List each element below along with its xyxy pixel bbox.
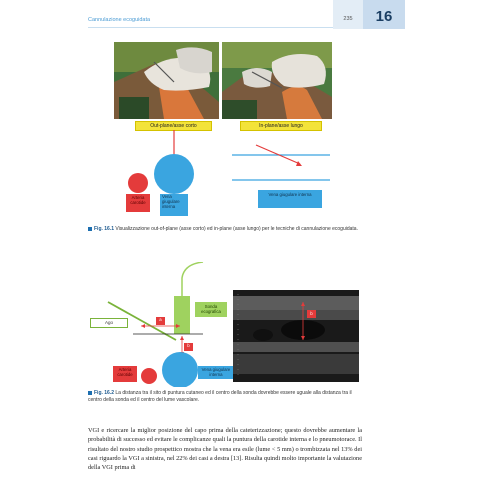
figure1-caption-text: Visualizzazione out-of-plane (asse corto) ed in-plane (asse lungo) per le tecniche di cannulazione ecoguidata. <box>115 226 358 232</box>
ultrasound-distance-label: b <box>310 311 313 316</box>
label-artery-fig1: Arteria carotide <box>126 194 150 212</box>
vein-circle <box>154 154 194 194</box>
figure1-caption <box>88 226 363 233</box>
photo-in-plane <box>222 42 332 119</box>
chapter-number: 16 <box>375 8 393 25</box>
artery-circle-fig2 <box>141 368 157 384</box>
caption-marker-icon <box>88 227 92 231</box>
label-vein-fig1-left: Vena giugulare interna <box>160 194 188 216</box>
label-probe: Sonda ecografica <box>195 302 227 317</box>
photo-out-of-plane <box>114 42 219 119</box>
label-artery-fig2: Arteria carotide <box>113 366 137 382</box>
figure1-caption-label: Fig. 16.1 <box>94 226 115 232</box>
artery-circle <box>128 173 148 193</box>
label-vein-fig2: Vena giugulare interna <box>198 366 234 379</box>
header-rule <box>88 27 333 28</box>
label-needle: Ago <box>90 318 128 328</box>
figure2-caption-text: La distanza tra il sito di puntura cutaneo ed il centro della sonda dovrebbe essere uguale alla distanza tra il centro della sonda ed il centro del lume vascolare. <box>88 390 352 403</box>
in-plane-arrowhead <box>296 161 302 166</box>
figure2-caption <box>88 390 363 404</box>
label-distance-b: b <box>184 343 193 351</box>
probe-cable <box>182 262 203 296</box>
page-number-box <box>333 0 363 29</box>
label-distance-a: a <box>156 317 165 325</box>
label-vein-fig1-right: Vena giugulare interna <box>258 190 322 208</box>
vein-circle-fig2 <box>162 352 198 387</box>
caption-marker-icon <box>88 391 92 395</box>
probe-body <box>174 296 190 334</box>
figure2-caption-label: Fig. 16.2 <box>94 390 115 396</box>
label-out-plane: Out-plane/asse corto <box>135 121 212 131</box>
running-header-title: Cannulazione ecoguidata <box>88 17 151 23</box>
ultrasound-image <box>233 290 359 382</box>
body-paragraph: VGI e ricercare la miglior posizione del capo prima della cateterizzazione; questo dovrebbe aumentare la probabilità di successo ed evitare le complicanze quali la puntura della carotide interna e lo pneumotorace. Il risultato del nostro studio prospettico mostra che la vena era esile (lume < 5 mm) o trombizzata nel 13% dei casi riguardo la VGI a sinistra, nel 22% dei casi a destra [13]. Risulta quindi molto importante la valutazione della VGI prima di <box>88 427 362 472</box>
label-in-plane: In-plane/asse lungo <box>240 121 322 131</box>
page-number: 235 <box>343 16 353 22</box>
